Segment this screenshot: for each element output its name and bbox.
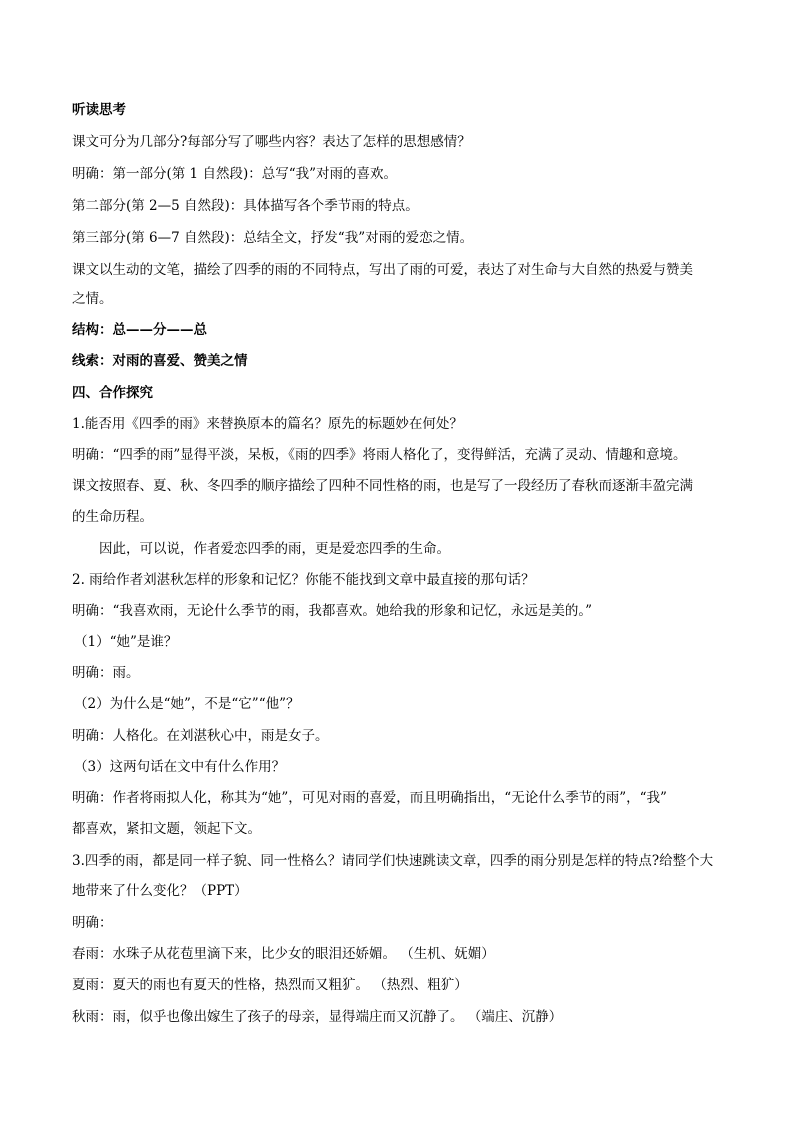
answer-1-conclusion: 因此，可以说，作者爱恋四季的雨，更是爱恋四季的生命。: [99, 541, 450, 557]
sub-answer-3-line1: 明确：作者将雨拟人化，称其为“她”，可见对雨的喜爱，而且明确指出，“无论什么季节的雨”，“我”: [72, 790, 667, 806]
sub-answer-1: 明确：雨。: [72, 665, 140, 681]
answer-1-line3: 的生命历程。: [72, 509, 153, 525]
question-3-line2: 地带来了什么变化？（PPT）: [72, 883, 248, 899]
answer-1-line2: 课文按照春、夏、秋、冬四季的顺序描绘了四种不同性格的雨，也是写了一段经历了春秋而逐渐丰盈完满: [72, 478, 693, 494]
section-heading-listen-think: 听读思考: [72, 102, 126, 118]
sub-question-2: （2）为什么是“她”，不是“它”“他”？: [74, 696, 300, 712]
spring-rain-line: 春雨：水珠子从花苞里滴下来，比少女的眼泪还娇媚。 （生机、妩媚）: [72, 946, 495, 962]
answer-part-one: 明确：第一部分(第 1 自然段)：总写“我”对雨的喜欢。: [72, 166, 398, 182]
sub-answer-3-line2: 都喜欢，紧扣文题，领起下文。: [72, 821, 261, 837]
section-heading-cooperative-inquiry: 四、合作探究: [72, 385, 153, 401]
sub-question-3: （3）这两句话在文中有什么作用？: [74, 759, 286, 775]
answer-3-label: 明确：: [72, 915, 113, 931]
clue-label: 线索：对雨的喜爱、赞美之情: [72, 353, 248, 369]
summer-rain-line: 夏雨：夏天的雨也有夏天的性格，热烈而又粗犷。 （热烈、粗犷）: [72, 977, 468, 993]
question-2: 2. 雨给作者刘湛秋怎样的形象和记忆？你能不能找到文章中最直接的那句话？: [72, 572, 535, 588]
autumn-rain-line: 秋雨：雨，似乎也像出嫁生了孩子的母亲，显得端庄而又沉静了。 （端庄、沉静）: [72, 1009, 563, 1025]
answer-1-line1: 明确：“四季的雨”显得平淡，呆板，《雨的四季》将雨人格化了，变得鲜活，充满了灵动、情趣和意境。: [72, 447, 687, 463]
answer-part-two: 第二部分(第 2—5 自然段)：具体描写各个季节雨的特点。: [72, 198, 419, 214]
answer-2: 明确：“我喜欢雨，无论什么季节的雨，我都喜欢。她给我的形象和记忆，永远是美的。”: [72, 603, 593, 619]
sub-answer-2: 明确：人格化。在刘湛秋心中，雨是女子。: [72, 728, 329, 744]
question-1: 1.能否用《四季的雨》来替换原本的篇名？原先的标题妙在何处？: [72, 416, 463, 432]
question-3-line1: 3.四季的雨，都是同一样子貌、同一性格么？请同学们快速跳读文章，四季的雨分别是怎样的特点?给整个大: [72, 853, 714, 869]
structure-label: 结构：总——分——总: [72, 322, 207, 338]
answer-part-three: 第三部分(第 6—7 自然段)：总结全文，抒发“我”对雨的爱恋之情。: [72, 230, 474, 246]
sub-question-1: （1）“她”是谁？: [74, 634, 178, 650]
summary-paragraph-line2: 之情。: [72, 291, 113, 307]
question-parts: 课文可分为几部分?每部分写了哪些内容？表达了怎样的思想感情？: [72, 134, 471, 150]
summary-paragraph-line1: 课文以生动的文笔，描绘了四季的雨的不同特点，写出了雨的可爱，表达了对生命与大自然的热爱与赞美: [72, 262, 693, 278]
